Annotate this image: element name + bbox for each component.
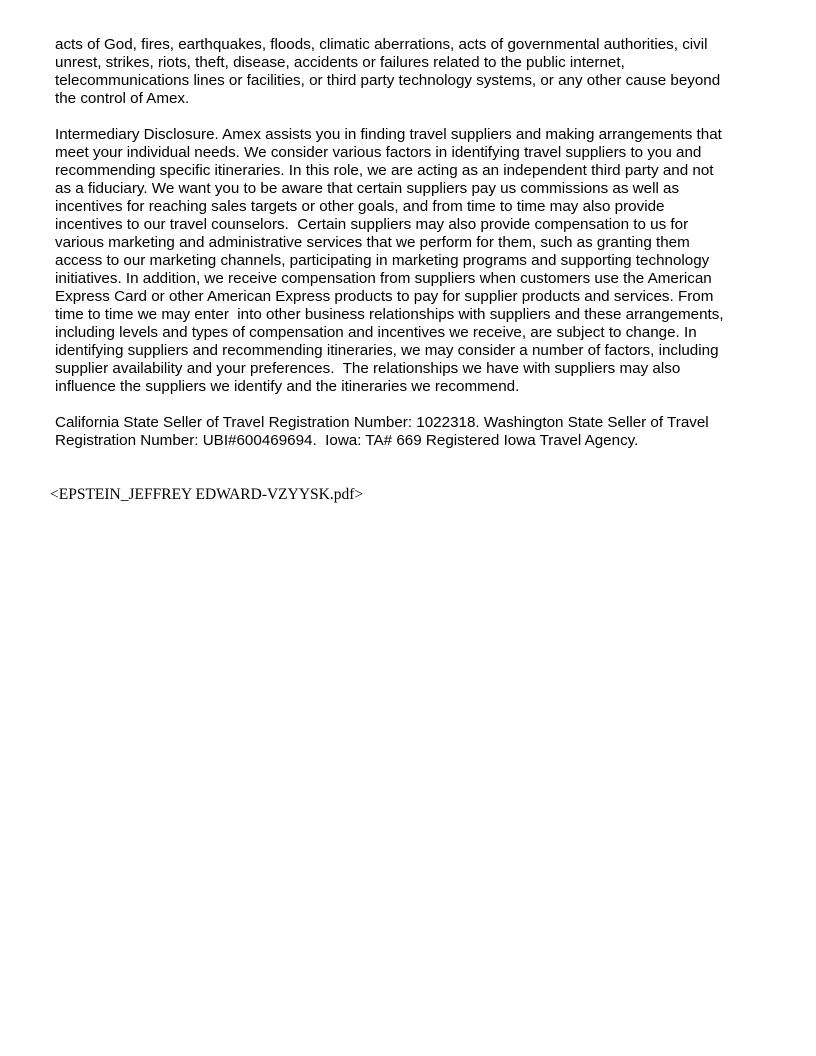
document-body [55,36,767,450]
text-line: the control of Amex. [55,90,190,107]
paragraph-gap [55,396,767,414]
paragraph-force-majeure [55,36,767,108]
paragraph-gap [55,108,767,126]
text-line: various marketing and administrative services that we perform for them, such as granting them [55,234,690,251]
text-line: recommending specific itineraries. In this role, we are acting as an independent third party and not [55,162,714,179]
text-line: time to time we may enter into other business relationships with suppliers and these arrangements, [55,306,724,323]
paragraph-seller-registration [55,414,767,450]
text-line: Express Card or other American Express products to pay for supplier products and services. From [55,288,714,305]
text-line: as a fiduciary. We want you to be aware that certain suppliers pay us commissions as well as [55,180,680,197]
attachment-filename: <EPSTEIN_JEFFREY EDWARD-VZYYSK.pdf> [50,486,364,503]
text-line: access to our marketing channels, participating in marketing programs and supporting technology [55,252,710,269]
text-line: supplier availability and your preferences. The relationships we have with suppliers may also [55,360,681,377]
text-line: initiatives. In addition, we receive compensation from suppliers when customers use the American [55,270,712,287]
text-line: including levels and types of compensation and incentives we receive, are subject to change. In [55,324,697,341]
text-line: acts of God, fires, earthquakes, floods, climatic aberrations, acts of governmental authorities, civil [55,36,708,53]
text-line: Intermediary Disclosure. Amex assists you in finding travel suppliers and making arrangements that [55,126,722,143]
text-line: incentives for reaching sales targets or other goals, and from time to time may also provide [55,198,665,215]
paragraph-intermediary-disclosure [55,126,767,396]
text-line: influence the suppliers we identify and the itineraries we recommend. [55,378,520,395]
text-line: incentives to our travel counselors. Certain suppliers may also provide compensation to us for [55,216,689,233]
text-line: unrest, strikes, riots, theft, disease, accidents or failures related to the public internet, [55,54,625,71]
text-line: Registration Number: UBI#600469694. Iowa: TA# 669 Registered Iowa Travel Agency. [55,432,639,449]
text-line: telecommunications lines or facilities, or third party technology systems, or any other cause beyond [55,72,721,89]
text-line: meet your individual needs. We consider various factors in identifying travel suppliers to you and [55,144,702,161]
text-line: California State Seller of Travel Registration Number: 1022318. Washington State Seller of Travel [55,414,709,431]
text-line: identifying suppliers and recommending itineraries, we may consider a number of factors, including [55,342,719,359]
